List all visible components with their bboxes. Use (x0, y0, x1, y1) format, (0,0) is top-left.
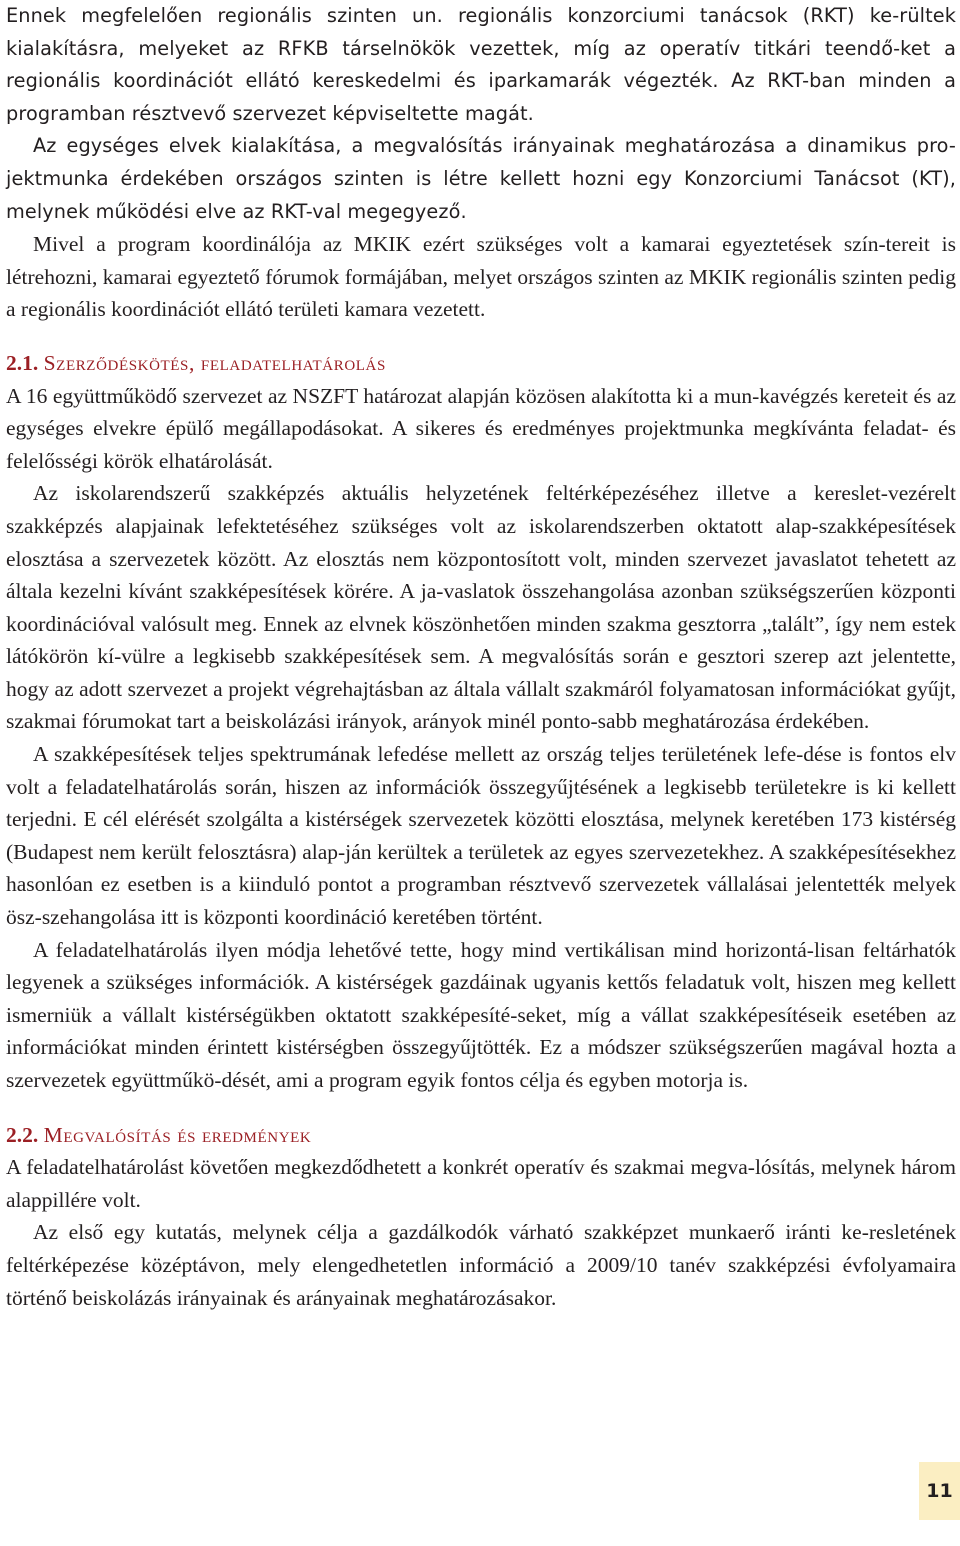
section-number: 2.1. (6, 350, 39, 375)
document-page (6, 0, 956, 1314)
section-2-2-paragraph: A feladatelhatárolást követően megkezdődhetett a konkrét operatív és szakmai megva-lósítás, melynek három alappillére volt. (6, 1155, 956, 1212)
page-number: 11 (926, 1480, 953, 1502)
section-title: Szerződéskötés, feladatelhatárolás (43, 350, 386, 375)
section-title: Megvalósítás és eredmények (43, 1122, 312, 1147)
section-2-1-paragraph: A 16 együttműködő szervezet az NSZFT határozat alapján közösen alakította ki a mun-kavégzés kereteit és az egységes elvekre épülő megállapodásokat. A sikeres és eredményes projektmunka megkívánta feladat- és felelősségi körök elhatárolását. (6, 383, 956, 473)
paragraph-kt: Az egységes elvek kialakítása, a megvalósítás irányainak meghatározása a dinamikus pro-jektmunka érdekében országos szinten is létre kellett hozni egy Konzorciumi Tanácsot (KT), melynek működési elve az RKT-val megegyező. (6, 134, 956, 223)
section-2-1-paragraph: Az iskolarendszerű szakképzés aktuális helyzetének feltérképezéséhez illetve a kereslet-vezérelt szakképzés alapjainak lefektetéséhez szükséges volt az iskolarendszerben oktatott alap-szakképesítések elosztása a szervezetek között. Az elosztás nem központosított volt, minden szervezet javaslatot tehetett az általa kezelni kívánt szakképesítések körére. A ja-vaslatok összehangolása azonban szükségszerűen központi koordinációval valósult meg. Ennek az elvnek köszönhetően minden szakma gesztorra „talált”, így nem estek látókörön kí-vülre a legkisebb szakképesítések sem. A megvalósítás során e gesztori szerep azt jelentette, hogy az adott szervezet a projekt végrehajtásban az általa vállalt szakmáról folyamatosan információkat gyűjt, szakmai fórumokat tart a beiskolázási irányok, arányok minél ponto-sabb meghatározása érdekében. (6, 481, 956, 734)
paragraph-mkik: Mivel a program koordinálója az MKIK ezért szükséges volt a kamarai egyeztetések szín-tereit is létrehozni, kamarai egyeztető fórumok formájában, melyet országos szinten az MKIK regionális szinten pedig a regionális koordinációt ellátó területi kamara vezetett. (6, 232, 956, 322)
section-2-2-paragraph: Az első egy kutatás, melynek célja a gazdálkodók várható szakképzet munkaerő iránti ke-resletének feltérképezése középtávon, mely elengedhetetlen információ a 2009/10 tanév szakképzési évfolyamaira történő beiskolázás irányainak és arányainak meghatározásakor. (6, 1220, 956, 1310)
section-heading-2-1 (6, 347, 956, 380)
section-2-1-paragraph: A feladatelhatárolás ilyen módja lehetővé tette, hogy mind vertikálisan mind horizontá-lisan feltárhatók legyenek a szükséges információk. A kistérségek gazdáinak ugyanis kettős feladatuk volt, hiszen meg kellett ismerniük a vállalt kistérségükben oktatott szakképesíté-seket, míg a vállat szakképesítéseik esetében az információkat minden érintett kistérségben összegyűjtötték. Ez a módszer szükségszerűen magával hozta a szervezetek együttműkö-dését, ami a program egyik fontos célja és egyben motorja is. (6, 937, 956, 1092)
section-heading-2-2 (6, 1119, 956, 1152)
page-number-badge (919, 1462, 960, 1520)
section-2-1-paragraph: A szakképesítések teljes spektrumának lefedése mellett az ország teljes területének lefe-dése is fontos elv volt a feladatelhatárolás során, hiszen az információk összegyűjtésének a legkisebb területekre is ki kellett terjedni. E cél elérését szolgálta a kistérségek szervezetek közötti elosztása, melynek keretében 173 kistérség (Budapest nem került felosztásra) alap-ján kerültek a területek az egyes szervezetekhez. A szakképesítésekhez hasonlóan ez esetben is a kiinduló pontot a programban résztvevő szervezetek vállalásai jelentették melyek ösz-szehangolása itt is központi koordináció keretében történt. (6, 742, 956, 930)
paragraph-rkt: Ennek megfelelően regionális szinten un. regionális konzorciumi tanácsok (RKT) ke-rültek kialakításra, melyeket az RFKB társelnökök vezettek, míg az operatív titkári teendő-ket a regionális koordinációt ellátó kereskedelmi és iparkamarák végezték. Az RKT-ban minden a programban résztvevő szervezet képviseltette magát. (6, 4, 956, 125)
section-number: 2.2. (6, 1122, 39, 1147)
